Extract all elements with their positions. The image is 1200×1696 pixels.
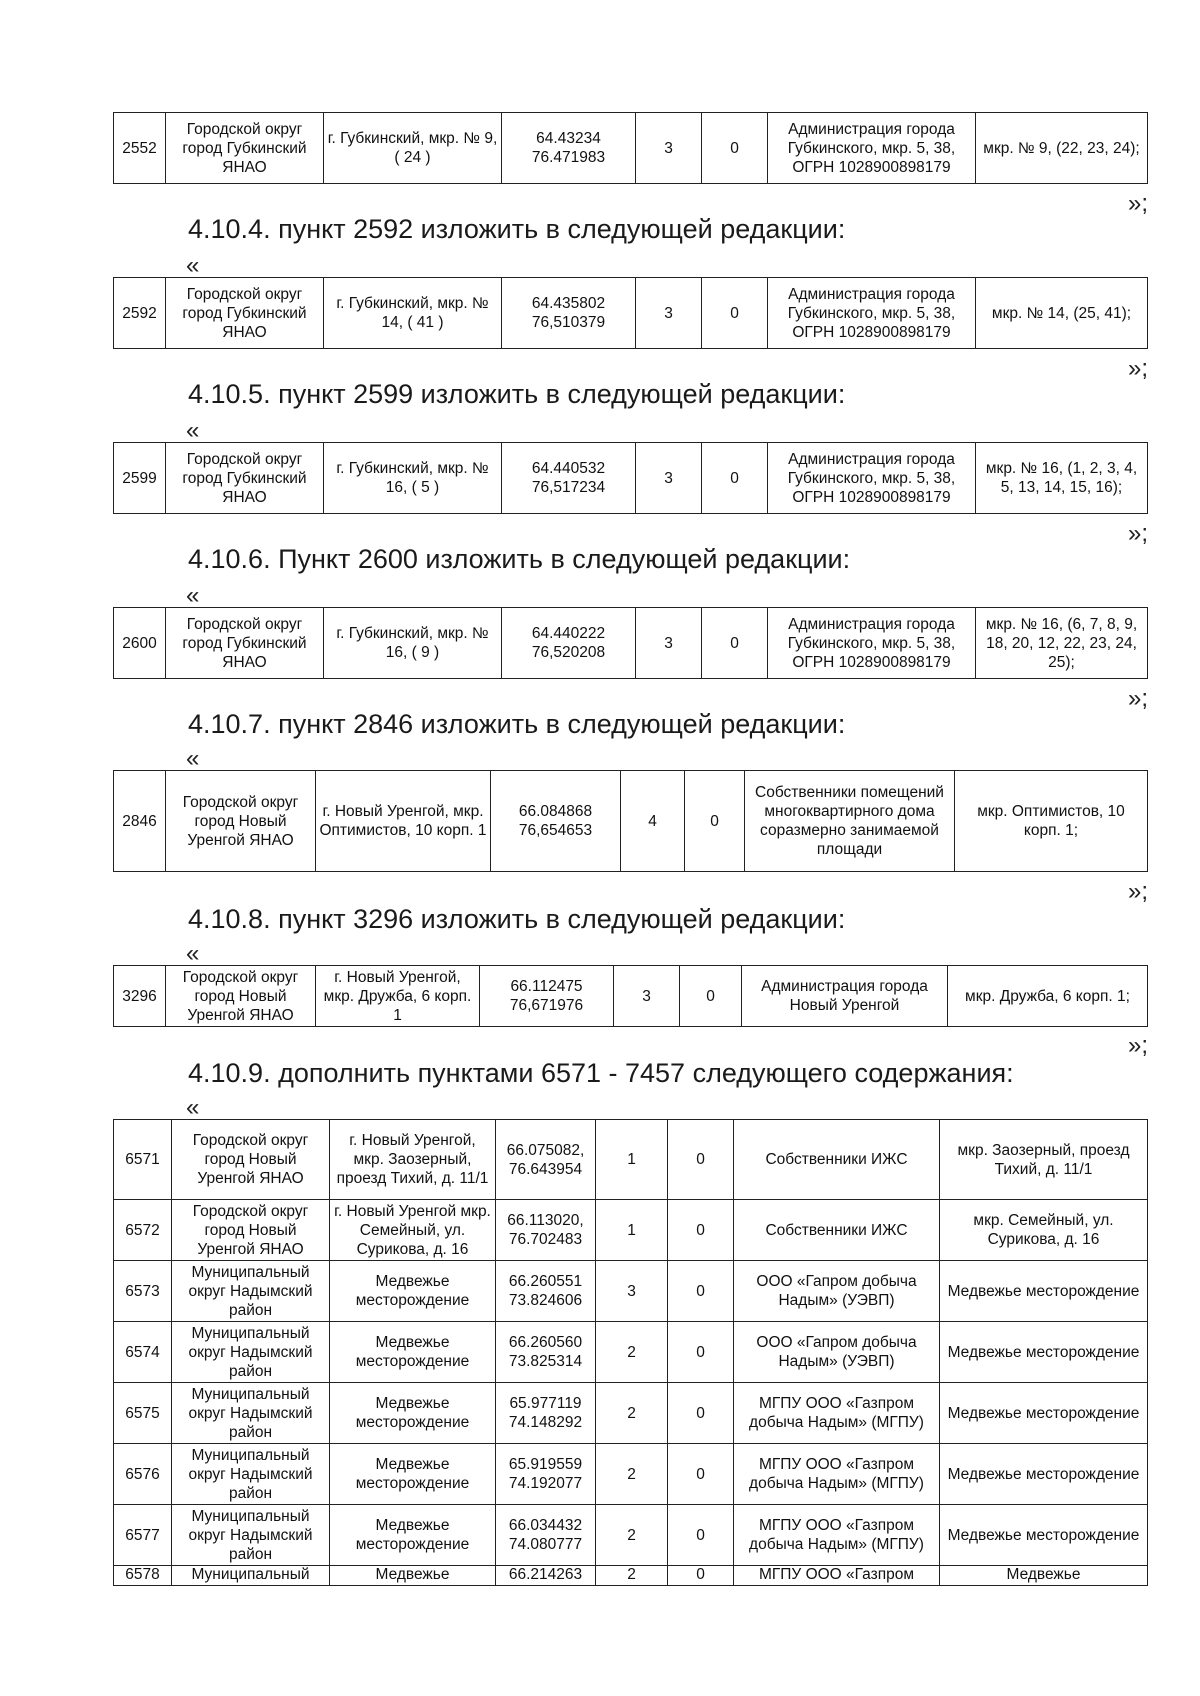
cell-count-2: 0 [668,1505,734,1566]
cell-district: Городской округ город Новый Уренгой ЯНАО [172,1120,330,1200]
cell-coords: 64.435802 76,510379 [502,278,636,349]
cell-num: 2592 [114,278,166,349]
cell-count-2: 0 [668,1566,734,1586]
cell-served: мкр. Семейный, ул. Сурикова, д. 16 [940,1200,1148,1261]
cell-district: Муниципальный округ Надымский район [172,1505,330,1566]
closing-quote: »; [1127,1032,1148,1059]
cell-coords: 66.113020, 76.702483 [496,1200,596,1261]
cell-coords: 66.084868 76,654653 [491,771,621,872]
cell-owner: Собственники помещений многоквартирного дома соразмерно занимаемой площади [745,771,955,872]
cell-count-1: 3 [636,113,702,184]
cell-district: Городской округ город Губкинский ЯНАО [166,608,324,679]
cell-num: 6573 [114,1261,172,1322]
cell-num: 2846 [114,771,166,872]
cell-count-1: 3 [614,966,680,1027]
cell-count-1: 2 [596,1322,668,1383]
cell-count-1: 2 [596,1505,668,1566]
cell-count-1: 3 [636,443,702,514]
cell-served: мкр. № 9, (22, 23, 24); [976,113,1148,184]
cell-served: Медвежье месторождение [940,1505,1148,1566]
cell-district: Городской округ город Новый Уренгой ЯНАО [166,966,316,1027]
cell-address: г. Губкинский, мкр. № 16, ( 5 ) [324,443,502,514]
cell-coords: 64.43234 76.471983 [502,113,636,184]
cell-owner: МГПУ ООО «Газпром [734,1566,940,1586]
cell-address: Медвежье месторождение [330,1444,496,1505]
cell-address: Медвежье месторождение [330,1322,496,1383]
table-2592 [113,277,1148,349]
cell-owner: МГПУ ООО «Газпром добыча Надым» (МГПУ) [734,1505,940,1566]
cell-count-2: 0 [702,443,768,514]
cell-count-1: 2 [596,1444,668,1505]
cell-owner: МГПУ ООО «Газпром добыча Надым» (МГПУ) [734,1444,940,1505]
opening-quote: « [186,745,200,772]
cell-count-2: 0 [702,113,768,184]
cell-count-2: 0 [668,1383,734,1444]
cell-served: мкр. Дружба, 6 корп. 1; [948,966,1148,1027]
cell-coords: 66.112475 76,671976 [480,966,614,1027]
cell-owner: Администрация города Губкинского, мкр. 5, 38, ОГРН 1028900898179 [768,278,976,349]
opening-quote: « [186,417,200,444]
table-row [114,1200,1148,1261]
cell-num: 6578 [114,1566,172,1586]
cell-count-2: 0 [668,1444,734,1505]
cell-count-2: 0 [685,771,745,872]
cell-address: Медвежье месторождение [330,1261,496,1322]
cell-owner: Администрация города Губкинского, мкр. 5, 38, ОГРН 1028900898179 [768,113,976,184]
cell-served: Медвежье месторождение [940,1322,1148,1383]
cell-owner: ООО «Гапром добыча Надым» (УЭВП) [734,1322,940,1383]
table-new-items [113,1119,1148,1586]
cell-district: Муниципальный округ Надымский район [172,1261,330,1322]
cell-num: 2599 [114,443,166,514]
cell-owner: МГПУ ООО «Газпром добыча Надым» (МГПУ) [734,1383,940,1444]
cell-address: г. Новый Уренгой мкр. Семейный, ул. Сурикова, д. 16 [330,1200,496,1261]
cell-address: Медвежье [330,1566,496,1586]
cell-count-2: 0 [702,278,768,349]
cell-address: Медвежье месторождение [330,1383,496,1444]
cell-coords: 66.260560 73.825314 [496,1322,596,1383]
cell-owner: Администрация города Новый Уренгой [742,966,948,1027]
closing-quote: »; [1127,878,1148,905]
cell-district: Городской округ город Губкинский ЯНАО [166,443,324,514]
table-2599 [113,442,1148,514]
cell-address: г. Губкинский, мкр. № 9, ( 24 ) [324,113,502,184]
cell-coords: 64.440222 76,520208 [502,608,636,679]
cell-num: 6571 [114,1120,172,1200]
cell-served: Медвежье месторождение [940,1261,1148,1322]
cell-served: мкр. № 14, (25, 41); [976,278,1148,349]
cell-count-2: 0 [680,966,742,1027]
cell-num: 3296 [114,966,166,1027]
cell-served: мкр. Оптимистов, 10 корп. 1; [955,771,1148,872]
table-2600 [113,607,1148,679]
cell-district: Муниципальный округ Надымский район [172,1444,330,1505]
cell-district: Муниципальный округ Надымский район [172,1322,330,1383]
cell-owner: ООО «Гапром добыча Надым» (УЭВП) [734,1261,940,1322]
cell-address: г. Новый Уренгой, мкр. Оптимистов, 10 корп. 1 [316,771,491,872]
cell-count-1: 2 [596,1383,668,1444]
cell-served: мкр. № 16, (1, 2, 3, 4, 5, 13, 14, 15, 16); [976,443,1148,514]
table-row [114,1383,1148,1444]
cell-coords: 66.034432 74.080777 [496,1505,596,1566]
table-2846 [113,770,1148,872]
closing-quote: »; [1127,355,1148,382]
section-heading: 4.10.6. Пункт 2600 изложить в следующей редакции: [188,544,851,574]
cell-served: мкр. № 16, (6, 7, 8, 9, 18, 20, 12, 22, 23, 24, 25); [976,608,1148,679]
section-heading: 4.10.7. пункт 2846 изложить в следующей редакции: [188,709,846,739]
cell-address: Медвежье месторождение [330,1505,496,1566]
opening-quote: « [186,1094,200,1121]
cell-coords: 66.214263 [496,1566,596,1586]
table-2552 [113,112,1148,184]
cell-owner: Администрация города Губкинского, мкр. 5, 38, ОГРН 1028900898179 [768,608,976,679]
table-row [114,1322,1148,1383]
section-heading: 4.10.5. пункт 2599 изложить в следующей редакции: [188,379,846,409]
cell-num: 2600 [114,608,166,679]
cell-num: 6576 [114,1444,172,1505]
table-row [114,1120,1148,1200]
cell-owner: Собственники ИЖС [734,1200,940,1261]
cell-served: мкр. Заозерный, проезд Тихий, д. 11/1 [940,1120,1148,1200]
cell-district: Муниципальный округ Надымский район [172,1383,330,1444]
cell-coords: 65.919559 74.192077 [496,1444,596,1505]
cell-count-2: 0 [668,1322,734,1383]
cell-num: 2552 [114,113,166,184]
cell-count-2: 0 [668,1200,734,1261]
opening-quote: « [186,582,200,609]
cell-count-1: 4 [621,771,685,872]
closing-quote: »; [1127,685,1148,712]
section-heading: 4.10.8. пункт 3296 изложить в следующей редакции: [188,904,846,934]
section-heading: 4.10.9. дополнить пунктами 6571 - 7457 следующего содержания: [188,1058,1014,1088]
cell-district: Городской округ город Губкинский ЯНАО [166,113,324,184]
cell-count-2: 0 [668,1120,734,1200]
cell-count-1: 3 [636,608,702,679]
cell-address: г. Губкинский, мкр. № 14, ( 41 ) [324,278,502,349]
cell-count-1: 2 [596,1566,668,1586]
cell-count-2: 0 [702,608,768,679]
opening-quote: « [186,252,200,279]
table-3296 [113,965,1148,1027]
cell-count-1: 3 [636,278,702,349]
cell-coords: 65.977119 74.148292 [496,1383,596,1444]
cell-district: Городской округ город Новый Уренгой ЯНАО [172,1200,330,1261]
cell-address: г. Новый Уренгой, мкр. Заозерный, проезд Тихий, д. 11/1 [330,1120,496,1200]
cell-served: Медвежье [940,1566,1148,1586]
table-row [114,1444,1148,1505]
cell-coords: 66.260551 73.824606 [496,1261,596,1322]
section-heading: 4.10.4. пункт 2592 изложить в следующей редакции: [188,214,846,244]
cell-district: Муниципальный [172,1566,330,1586]
cell-served: Медвежье месторождение [940,1444,1148,1505]
cell-served: Медвежье месторождение [940,1383,1148,1444]
cell-address: г. Новый Уренгой, мкр. Дружба, 6 корп. 1 [316,966,480,1027]
cell-owner: Администрация города Губкинского, мкр. 5, 38, ОГРН 1028900898179 [768,443,976,514]
cell-coords: 64.440532 76,517234 [502,443,636,514]
cell-num: 6575 [114,1383,172,1444]
table-row [114,1261,1148,1322]
cell-address: г. Губкинский, мкр. № 16, ( 9 ) [324,608,502,679]
cell-count-1: 1 [596,1200,668,1261]
closing-quote: »; [1127,190,1148,217]
cell-district: Городской округ город Губкинский ЯНАО [166,278,324,349]
cell-num: 6574 [114,1322,172,1383]
cell-num: 6577 [114,1505,172,1566]
table-row [114,1505,1148,1566]
cell-count-1: 1 [596,1120,668,1200]
opening-quote: « [186,940,200,967]
cell-coords: 66.075082, 76.643954 [496,1120,596,1200]
cell-owner: Собственники ИЖС [734,1120,940,1200]
table-row [114,1566,1148,1586]
closing-quote: »; [1127,520,1148,547]
cell-num: 6572 [114,1200,172,1261]
cell-count-2: 0 [668,1261,734,1322]
cell-district: Городской округ город Новый Уренгой ЯНАО [166,771,316,872]
cell-count-1: 3 [596,1261,668,1322]
